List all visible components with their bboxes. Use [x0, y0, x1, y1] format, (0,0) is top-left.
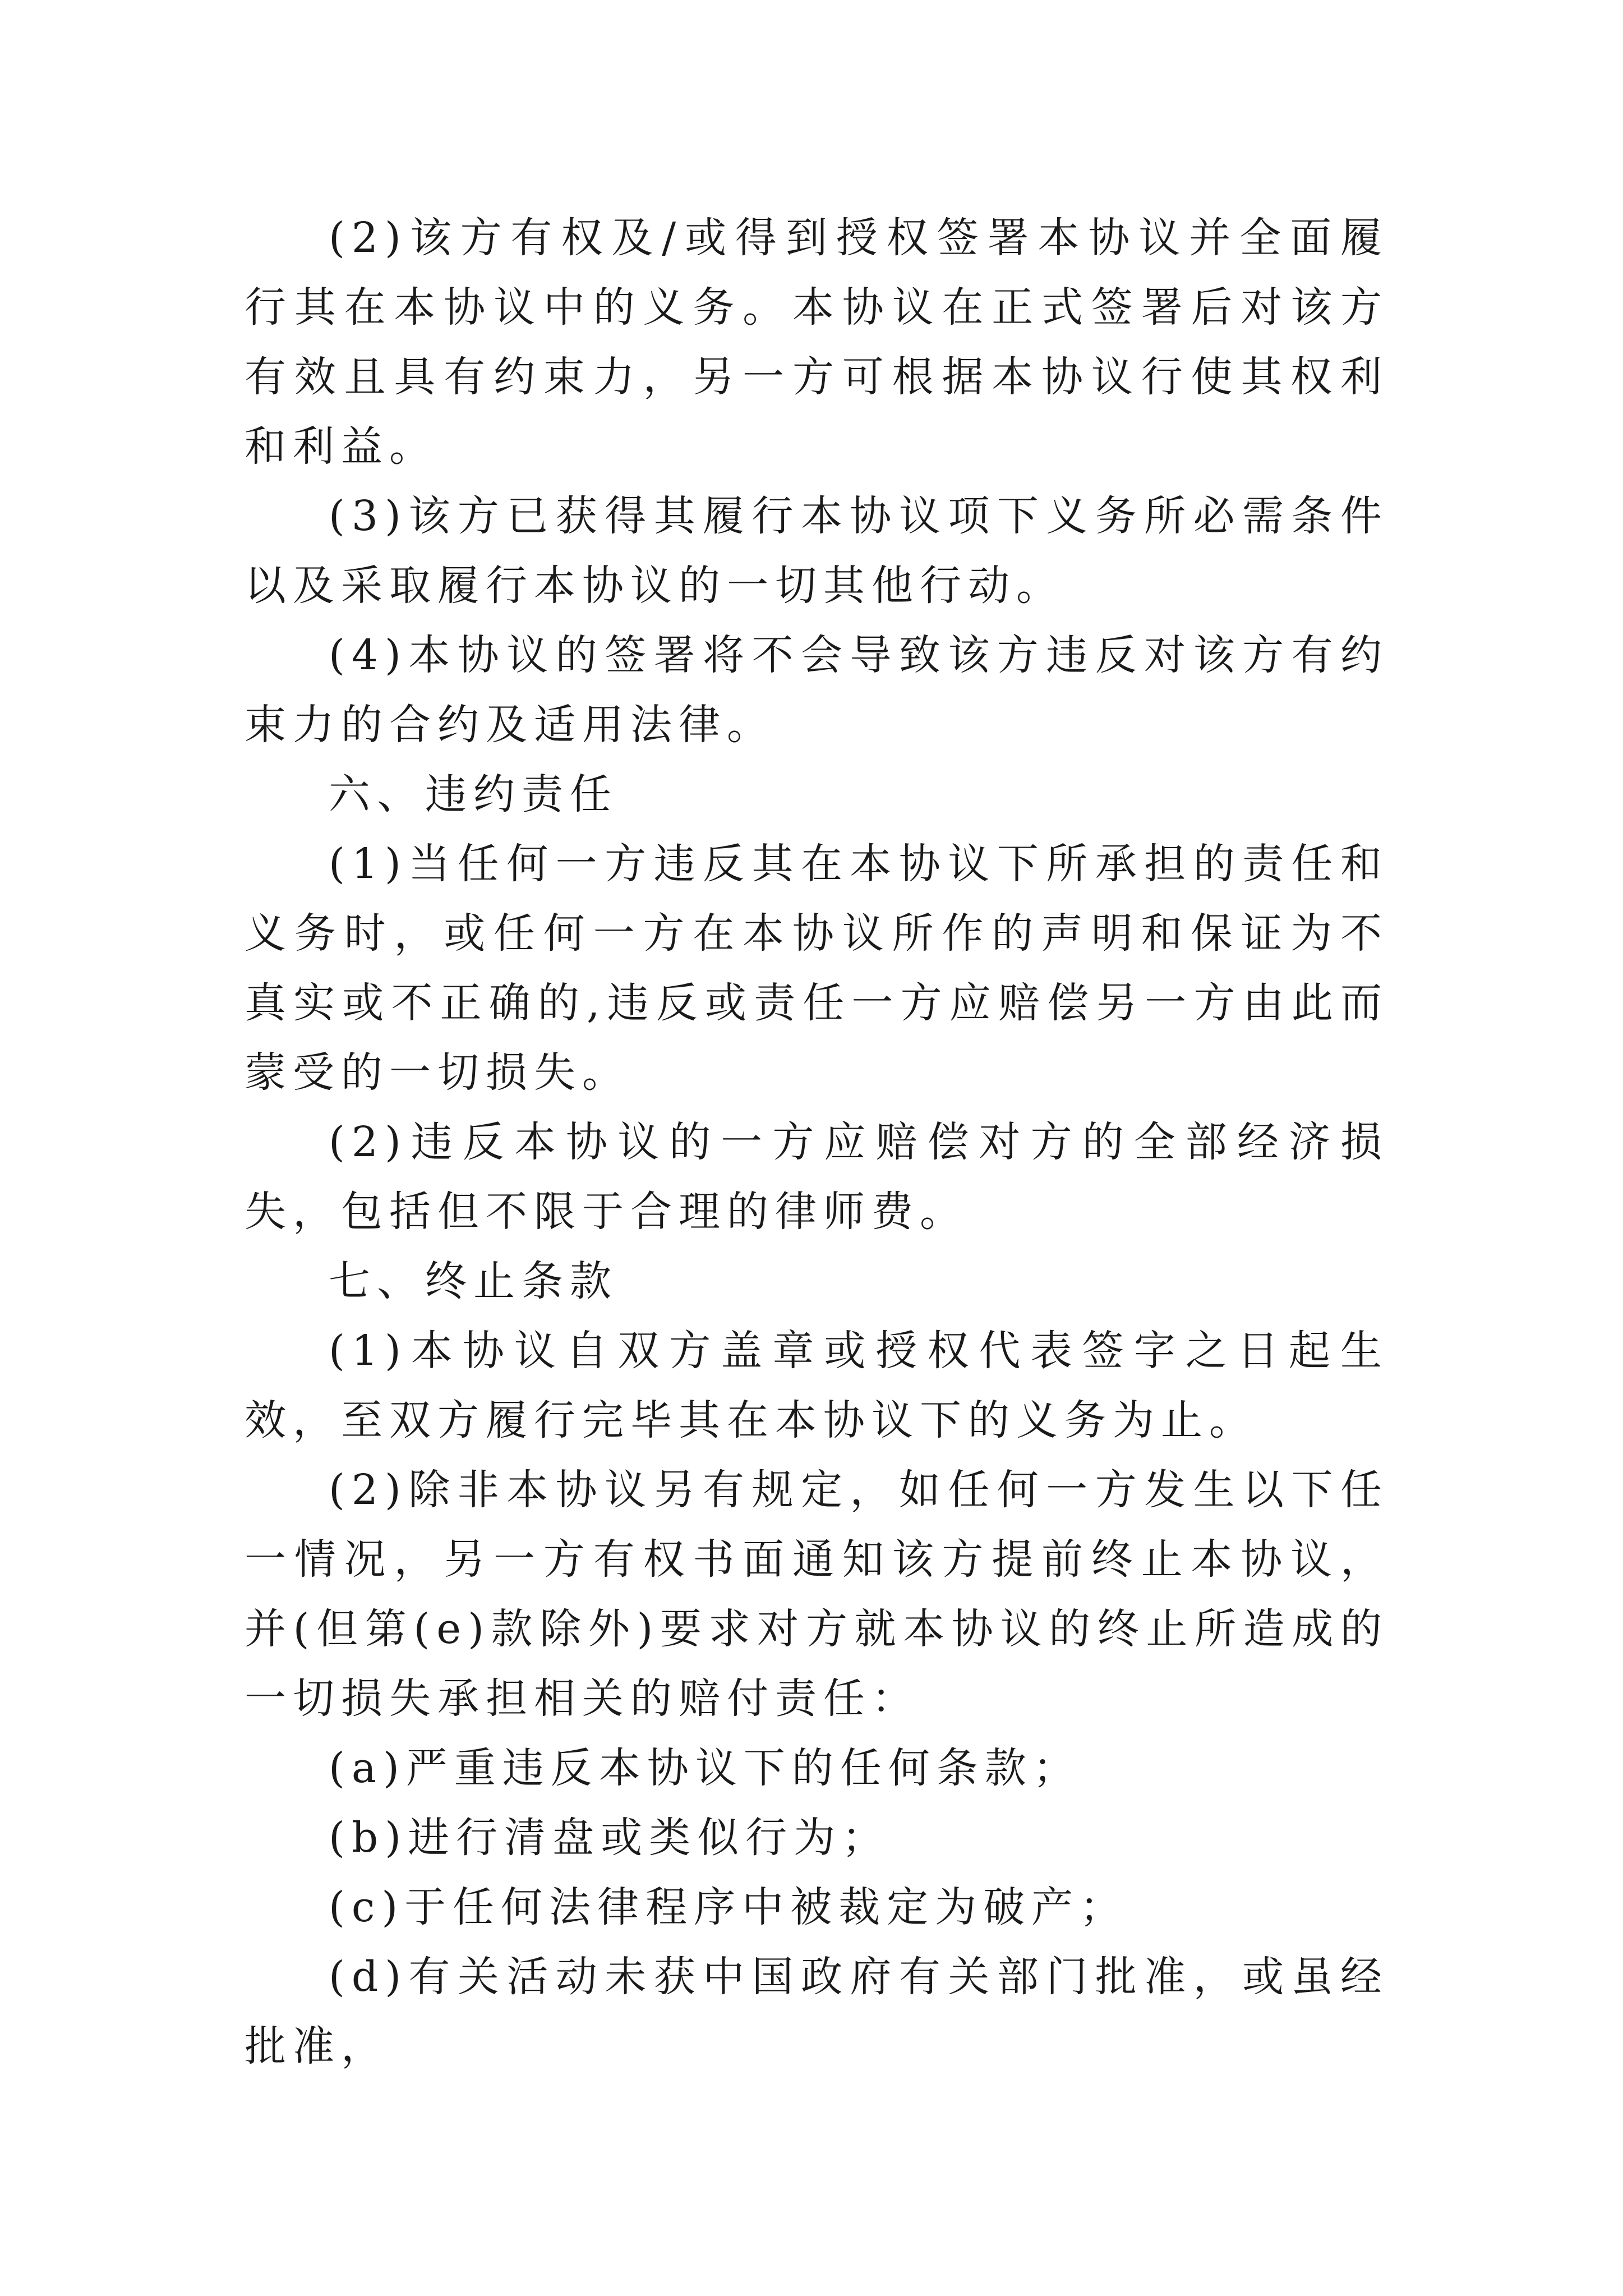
- clause-5-3: (3)该方已获得其履行本协议项下义务所必需条件以及采取履行本协议的一切其他行动。: [245, 492, 1389, 610]
- clause-7-2-c: (c)于任何法律程序中被裁定为破产；: [329, 1883, 1128, 1931]
- clause-7-2-b: (b)进行清盘或类似行为；: [329, 1814, 891, 1862]
- clause-5-2: (2)该方有权及/或得到授权签署本协议并全面履行其在本协议中的义务。本协议在正式签署后对该方有效且具有约束力，另一方可根据本协议行使其权利和利益。: [245, 214, 1389, 471]
- clause-6-2: (2)违反本协议的一方应赔偿对方的全部经济损失，包括但不限于合理的律师费。: [245, 1118, 1389, 1236]
- clause-7-1: (1)本协议自双方盖章或授权代表签字之日起生效，至双方履行完毕其在本协议下的义务为止。: [245, 1327, 1389, 1444]
- clause-5-4: (4)本协议的签署将不会导致该方违反对该方有约束力的合约及适用法律。: [245, 631, 1389, 749]
- section-heading-6: 六、违约责任: [329, 770, 618, 818]
- clause-7-2-d: (d)有关活动未获中国政府有关部门批准，或虽经批准，: [245, 1953, 1389, 2070]
- clause-7-2: (2)除非本协议另有规定，如任何一方发生以下任一情况，另一方有权书面通知该方提前终止本协议，并(但第(e)款除外)要求对方就本协议的终止所造成的一切损失承担相关的赔付责任：: [245, 1466, 1389, 1723]
- clause-6-1: (1)当任何一方违反其在本协议下所承担的责任和义务时，或任何一方在本协议所作的声明和保证为不真实或不正确的,违反或责任一方应赔偿另一方由此而蒙受的一切损失。: [245, 840, 1389, 1097]
- document-body: [245, 203, 1389, 2081]
- section-heading-7: 七、终止条款: [329, 1257, 618, 1305]
- clause-7-2-a: (a)严重违反本协议下的任何条款；: [329, 1744, 1081, 1792]
